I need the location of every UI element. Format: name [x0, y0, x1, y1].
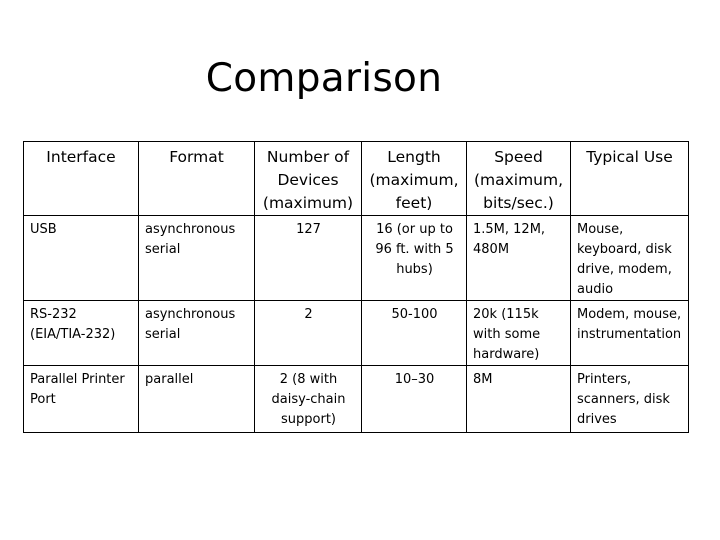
cell-interface: USB	[24, 216, 139, 301]
cell-length: 16 (or up to 96 ft. with 5 hubs)	[362, 216, 467, 301]
header-typical-use: Typical Use	[571, 142, 689, 216]
cell-speed: 1.5M, 12M, 480M	[467, 216, 571, 301]
cell-interface: RS-232 (EIA/TIA-232)	[24, 301, 139, 366]
cell-speed: 20k (115k with some hardware)	[467, 301, 571, 366]
header-length: Length (maximum, feet)	[362, 142, 467, 216]
cell-devices: 2 (8 with daisy-chain support)	[255, 366, 362, 433]
cell-format: asynchronous serial	[139, 301, 255, 366]
table-row	[24, 366, 689, 433]
table-row	[24, 216, 689, 301]
cell-length: 50-100	[362, 301, 467, 366]
cell-format: parallel	[139, 366, 255, 433]
cell-format: asynchronous serial	[139, 216, 255, 301]
cell-typical-use: Modem, mouse, instrumentation	[571, 301, 689, 366]
header-devices: Number of Devices (maximum)	[255, 142, 362, 216]
cell-typical-use: Printers, scanners, disk drives	[571, 366, 689, 433]
header-format: Format	[139, 142, 255, 216]
comparison-table	[23, 141, 689, 433]
slide-title: Comparison	[205, 56, 443, 101]
cell-typical-use: Mouse, keyboard, disk drive, modem, audio	[571, 216, 689, 301]
cell-length: 10–30	[362, 366, 467, 433]
cell-speed: 8M	[467, 366, 571, 433]
cell-devices: 2	[255, 301, 362, 366]
cell-interface: Parallel Printer Port	[24, 366, 139, 433]
cell-devices: 127	[255, 216, 362, 301]
header-interface: Interface	[24, 142, 139, 216]
header-speed: Speed (maximum, bits/sec.)	[467, 142, 571, 216]
table-row	[24, 301, 689, 366]
table-header-row	[24, 142, 689, 216]
